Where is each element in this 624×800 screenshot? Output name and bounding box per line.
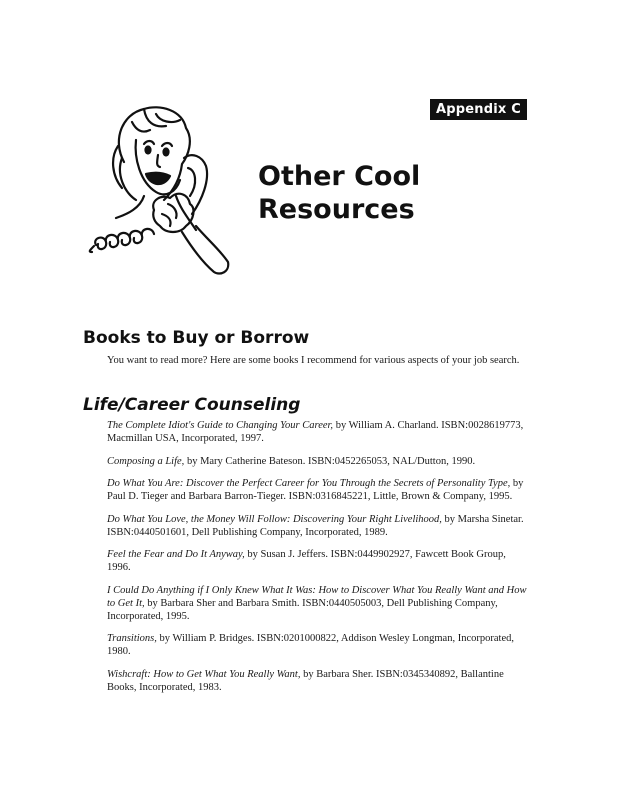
book-details: by William A. Charland. ISBN:0028619773, Macmillan USA, Incorporated, 1997. [107,420,524,444]
book-details: by Susan J. Jeffers. ISBN:0449902927, Fawcett Book Group, 1996. [107,549,506,573]
book-entry [107,455,532,468]
book-details: by Barbara Sher. ISBN:0345340892, Ballantine Books, Incorporated, 1983. [107,668,504,693]
book-details: by William P. Bridges. ISBN:0201000822, Addison Wesley Longman, Incorporated, 1980. [107,633,514,657]
book-title: Feel the Fear and Do It Anyway, [107,549,245,560]
book-entry [107,668,532,694]
book-title: The Complete Idiot's Guide to Changing Your Career, [107,420,334,431]
book-entry [107,513,532,539]
woman-on-phone-icon [84,100,234,280]
book-entry [107,419,532,445]
section-heading-books: Books to Buy or Borrow [83,328,310,348]
book-title: Composing a Life, [107,455,185,467]
book-details: by Barbara Sher and Barbara Smith. ISBN:0440505003, Dell Publishing Company, Incorporated, 1995. [107,597,498,622]
book-details: by Marsha Sinetar. ISBN:0440501601, Dell Publishing Company, Incorporated, 1989. [107,513,524,538]
chapter-title-line-2: Resources [258,194,415,225]
chapter-title-line-1: Other Cool [258,161,421,192]
book-details: by Paul D. Tieger and Barbara Barron-Tieger. ISBN:0316845221, Little, Brown & Company, 1995. [107,478,524,502]
section-intro: You want to read more? Here are some books I recommend for various aspects of your job search. [107,355,520,366]
book-title: Do What You Are: Discover the Perfect Career for You Through the Secrets of Personality Type, [107,478,511,489]
book-entry [107,477,532,503]
book-title: Transitions, [107,633,157,644]
book-details: by Mary Catherine Bateson. ISBN:0452265053, NAL/Dutton, 1990. [184,455,476,467]
book-entry [107,584,532,623]
section-heading-life-career: Life/Career Counseling [83,395,301,415]
book-list [107,419,532,703]
appendix-badge: Appendix C [430,99,527,120]
book-entry [107,548,532,574]
book-title: Wishcraft: How to Get What You Really Want, [107,668,301,680]
book-title: I Could Do Anything if I Only Knew What It Was: How to Discover What You Really Want and How to Get It, [107,584,527,609]
book-entry [107,632,532,658]
book-title: Do What You Love, the Money Will Follow: Discovering Your Right Livelihood, [107,513,442,525]
chapter-title [258,160,498,226]
